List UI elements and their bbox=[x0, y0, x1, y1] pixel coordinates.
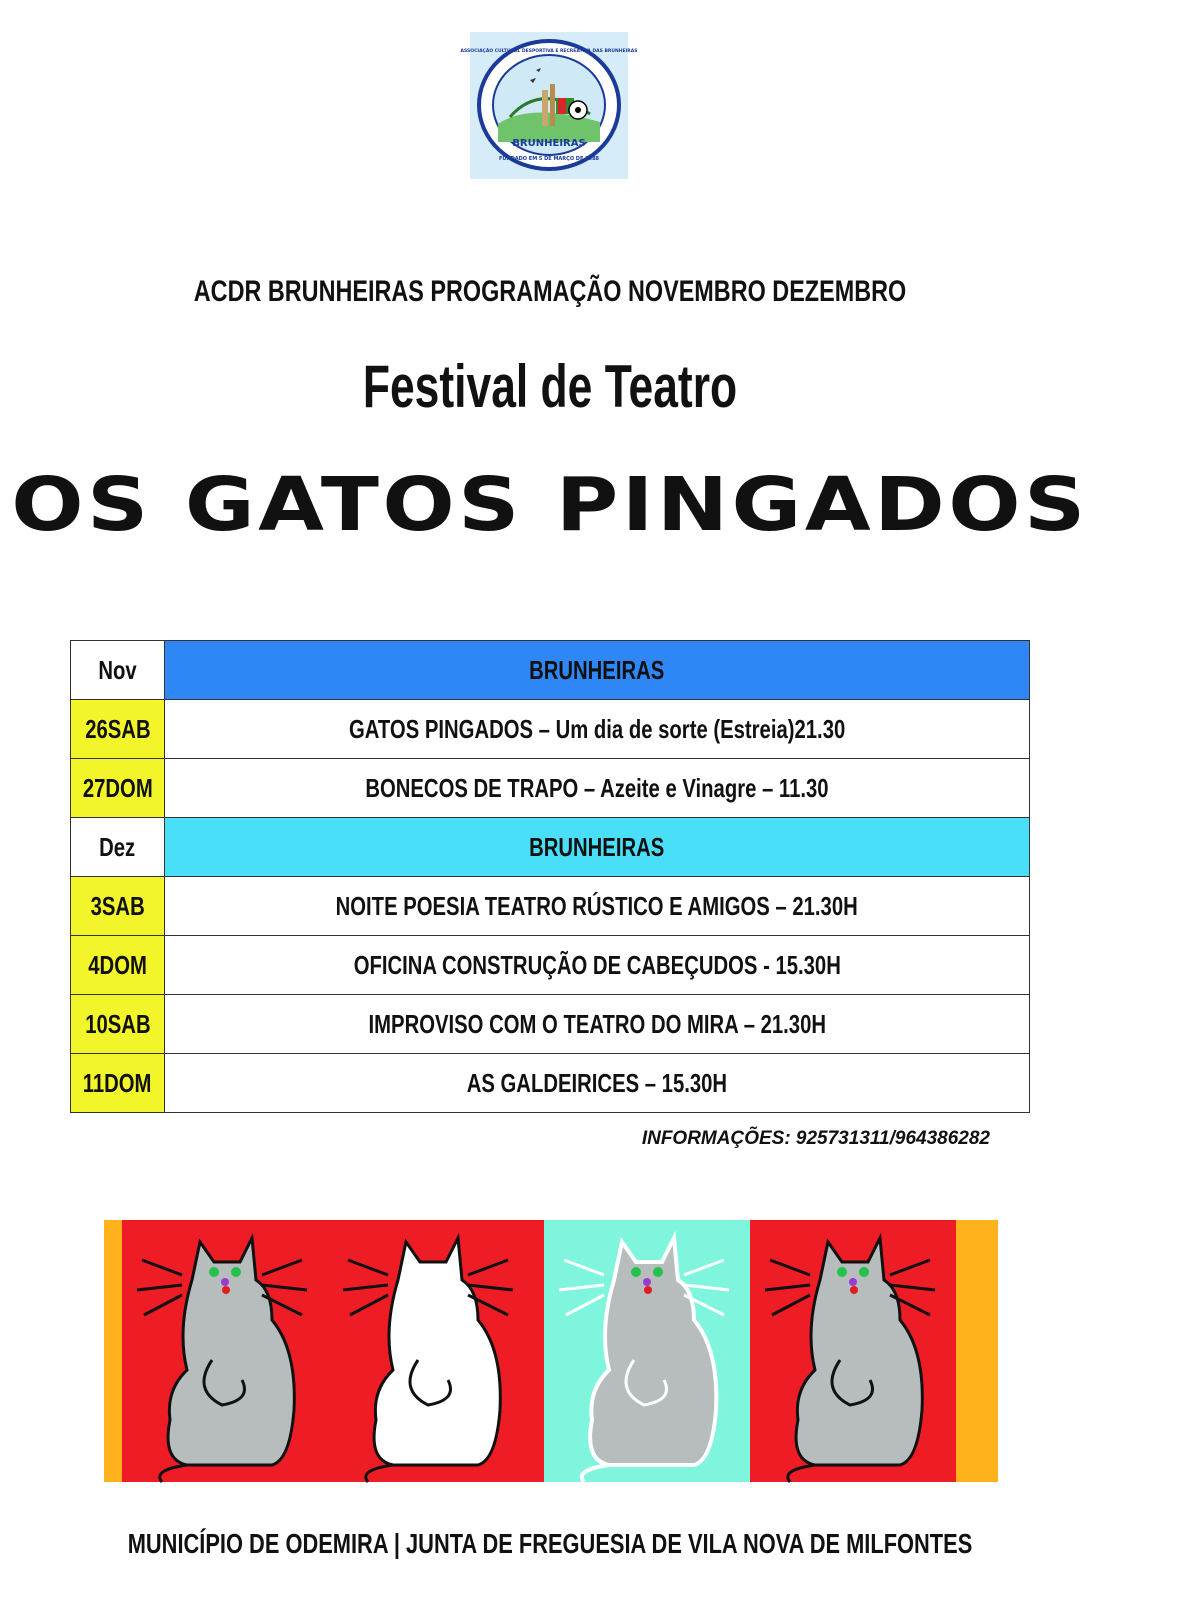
day-cell: 27DOM bbox=[71, 759, 165, 818]
event-cell: IMPROVISO COM O TEATRO DO MIRA – 21.30H bbox=[165, 995, 1030, 1054]
month-header-row bbox=[71, 818, 1030, 877]
sponsors-footer: MUNICÍPIO DE ODEMIRA | JUNTA DE FREGUESIA DE VILA NOVA DE MILFONTES bbox=[127, 1528, 973, 1559]
logo-arc-text: ASSOCIAÇÃO CULTURAL DESPORTIVA E RECREATIVA DAS BRUNHEIRAS bbox=[460, 49, 638, 54]
cats-banner bbox=[104, 1220, 998, 1482]
schedule-row bbox=[71, 700, 1030, 759]
cat-panel-white bbox=[328, 1220, 544, 1482]
cat-panel-grey bbox=[122, 1220, 328, 1482]
day-cell: 11DOM bbox=[71, 1054, 165, 1113]
schedule-row bbox=[71, 759, 1030, 818]
venue-cell: BRUNHEIRAS bbox=[165, 818, 1030, 877]
day-cell: 4DOM bbox=[71, 936, 165, 995]
event-cell: GATOS PINGADOS – Um dia de sorte (Estreia)21.30 bbox=[165, 700, 1030, 759]
month-header-row bbox=[71, 641, 1030, 700]
day-cell: 3SAB bbox=[71, 877, 165, 936]
day-cell: 26SAB bbox=[71, 700, 165, 759]
event-cell: NOITE POESIA TEATRO RÚSTICO E AMIGOS – 21.30H bbox=[165, 877, 1030, 936]
month-cell: Nov bbox=[71, 641, 165, 700]
logo-name: BRUNHEIRAS bbox=[512, 138, 586, 149]
logo-founded: FUNDADO EM 5 DE MARÇO DE 1988 bbox=[498, 156, 600, 162]
venue-cell: BRUNHEIRAS bbox=[165, 641, 1030, 700]
cat-panel-grey-2 bbox=[750, 1220, 956, 1482]
schedule-row bbox=[71, 936, 1030, 995]
event-cell: AS GALDEIRICES – 15.30H bbox=[165, 1054, 1030, 1113]
event-cell: BONECOS DE TRAPO – Azeite e Vinagre – 11.30 bbox=[165, 759, 1030, 818]
month-cell: Dez bbox=[71, 818, 165, 877]
association-logo bbox=[460, 32, 638, 179]
schedule-row bbox=[71, 995, 1030, 1054]
schedule-row bbox=[71, 877, 1030, 936]
contact-info: INFORMAÇÕES: 925731311/964386282 bbox=[641, 1128, 990, 1149]
day-cell: 10SAB bbox=[71, 995, 165, 1054]
schedule-row bbox=[71, 1054, 1030, 1113]
program-title: ACDR BRUNHEIRAS PROGRAMAÇÃO NOVEMBRO DEZEMBRO bbox=[193, 275, 907, 308]
festival-name: OS GATOS PINGADOS bbox=[11, 462, 1089, 548]
event-cell: OFICINA CONSTRUÇÃO DE CABEÇUDOS - 15.30H bbox=[165, 936, 1030, 995]
cat-panel-mint bbox=[544, 1220, 750, 1482]
festival-title: Festival de Teatro bbox=[362, 353, 738, 420]
schedule-table bbox=[70, 640, 1030, 1113]
